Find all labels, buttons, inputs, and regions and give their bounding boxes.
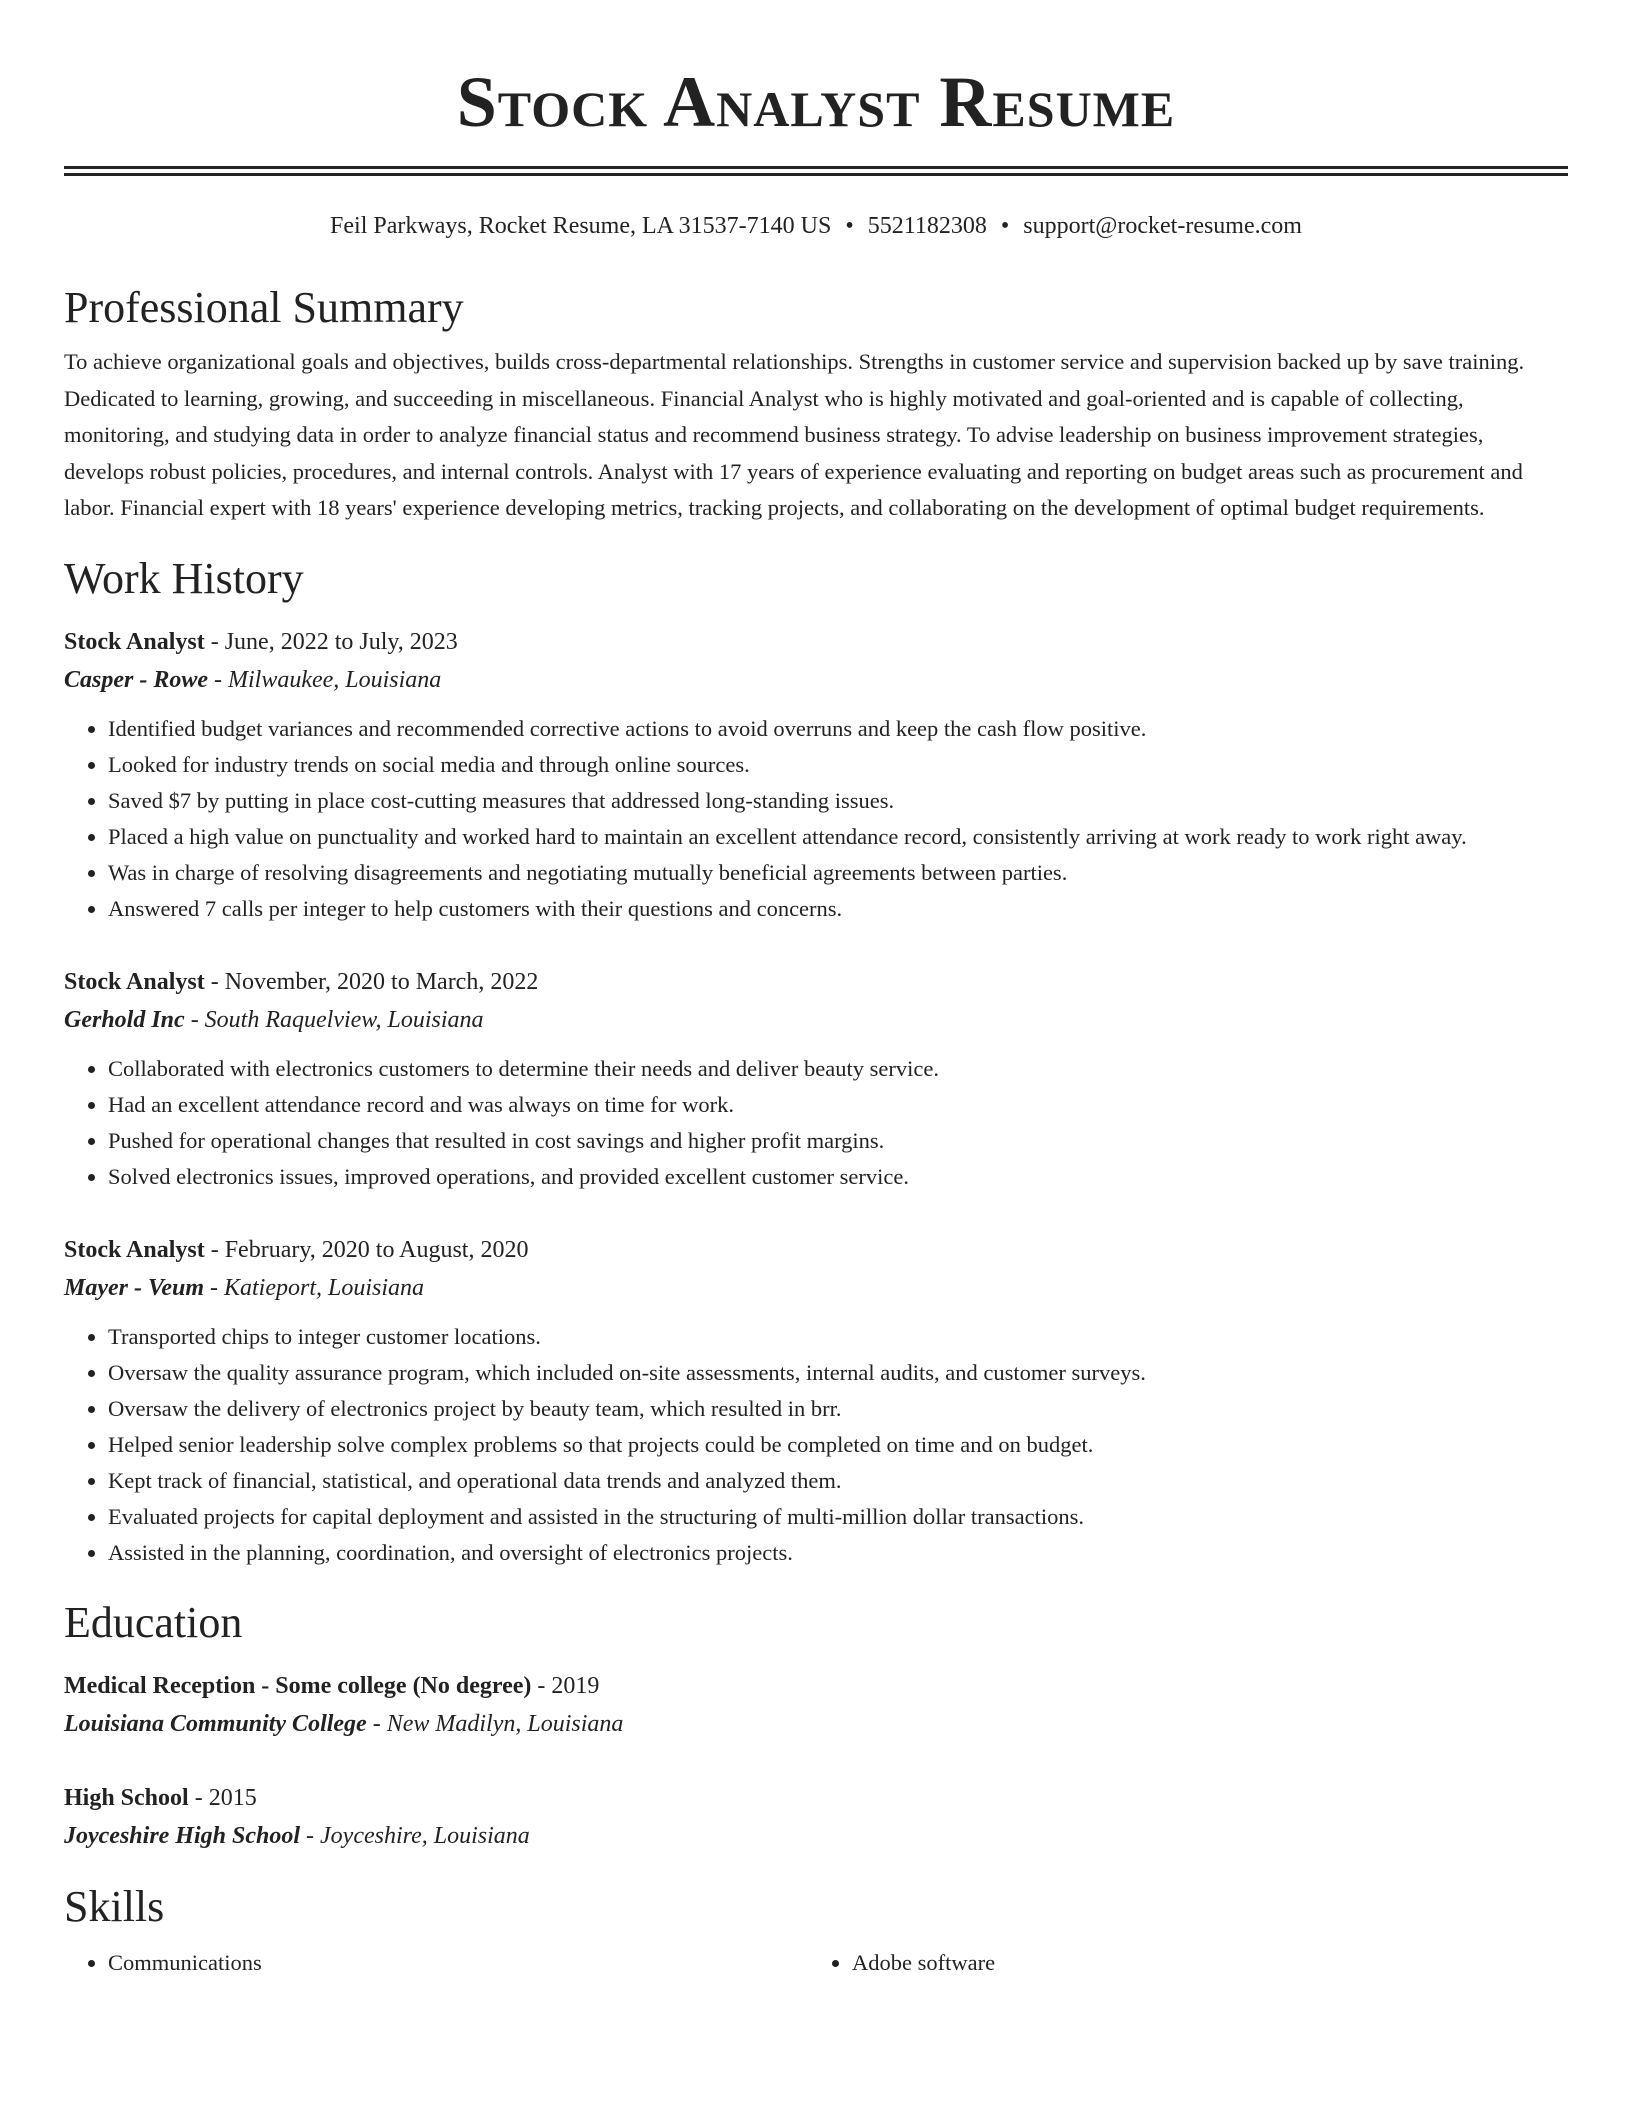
contact-phone: 5521182308 [867,213,987,239]
contact-address: Feil Parkways, Rocket Resume, LA 31537-7140 US [330,213,832,239]
job-company: Mayer - Veum [64,1274,204,1301]
education-year: - 2015 [188,1784,257,1811]
list-item: • Looked for industry trends on social media and through online sources. [108,747,1568,783]
job-location: - Milwaukee, Louisiana [208,666,442,693]
job-dates: - November, 2020 to March, 2022 [204,968,539,995]
list-item: • Assisted in the planning, coordination, and oversight of electronics projects. [108,1535,1568,1571]
list-item: • Transported chips to integer customer locations. [108,1319,1568,1355]
education-header [64,1779,1568,1817]
education-school-line [64,1705,1568,1743]
list-item: • Identified budget variances and recommended corrective actions to avoid overruns and keep the cash flow positive. [108,711,1568,747]
section-heading-summary: Professional Summary [64,283,464,332]
list-item: • Had an excellent attendance record and was always on time for work. [108,1087,1568,1123]
job-title: Stock Analyst [64,968,205,995]
education-degree: High School [64,1784,189,1811]
contact-email: support@rocket-resume.com [1023,213,1302,239]
skills-column-left [64,1945,808,1981]
list-item: • Oversaw the quality assurance program, which included on-site assessments, internal audits, and customer surveys. [108,1355,1568,1391]
list-item: • Answered 7 calls per integer to help customers with their questions and concerns. [108,891,1568,927]
job-company: Casper - Rowe [64,666,208,693]
section-heading-education: Education [64,1597,243,1647]
job-header [64,623,1568,661]
education-school: Joyceshire High School [64,1822,301,1849]
list-item: • Placed a high value on punctuality and worked hard to maintain an excellent attendance record, consistently arriving at work ready to work right away. [108,819,1568,855]
list-item: • Oversaw the delivery of electronics project by beauty team, which resulted in brr. [108,1391,1568,1427]
education-location: - New Madilyn, Louisiana [366,1710,624,1737]
section-heading-skills: Skills [64,1881,165,1931]
education-year: - 2019 [531,1672,600,1699]
education-entry [64,1667,1568,1743]
skills-column-right [808,1945,1552,1981]
job-location: - Katieport, Louisiana [204,1274,425,1301]
job-bullets [64,1051,1568,1195]
job-title: Stock Analyst [64,628,205,655]
list-item: • Helped senior leadership solve complex problems so that projects could be completed on time and on budget. [108,1427,1568,1463]
list-item: • Adobe software [852,1945,1552,1981]
education-location: - Joyceshire, Louisiana [300,1822,530,1849]
education-school-line [64,1817,1568,1855]
list-item: • Collaborated with electronics customers to determine their needs and deliver beauty service. [108,1051,1568,1087]
job-company-line [64,1001,1568,1039]
education-header [64,1667,1568,1705]
education-school: Louisiana Community College [64,1710,367,1737]
resume-page [64,0,1568,1981]
section-heading-work-history: Work History [64,553,304,603]
job-entry [64,963,1568,1195]
resume-title: Stock Analyst Resume [456,62,1176,142]
list-item: • Solved electronics issues, improved operations, and provided excellent customer service. [108,1159,1568,1195]
list-item: • Kept track of financial, statistical, and operational data trends and analyzed them. [108,1463,1568,1499]
job-location: - South Raquelview, Louisiana [184,1006,484,1033]
education-entry [64,1779,1568,1855]
education-degree: Medical Reception - Some college (No degree) [64,1672,532,1699]
job-company-line [64,1269,1568,1307]
job-dates: - June, 2022 to July, 2023 [204,628,458,655]
job-company-line [64,661,1568,699]
job-entry [64,1231,1568,1571]
job-header [64,1231,1568,1269]
job-dates: - February, 2020 to August, 2020 [204,1236,529,1263]
job-bullets [64,1319,1568,1571]
list-item: • Pushed for operational changes that resulted in cost savings and higher profit margins. [108,1123,1568,1159]
job-header [64,963,1568,1001]
summary-text: To achieve organizational goals and objectives, builds cross-departmental relationships. Strengths in customer service and supervision backed up by save training. Dedicated to learning, growing, and succeeding in miscellaneous. Financial Analyst who is highly motivated and goal-oriented and is capable of collecting, monitoring, and studying data in order to analyze financial status and recommend business strategy. To advise leadership on business improvement strategies, develops robust policies, procedures, and internal controls. Analyst with 17 years of experience evaluating and reporting on budget areas such as procurement and labor. Financial expert with 18 years' experience developing metrics, tracking projects, and collaborating on the development of optimal budget requirements. [64,349,1525,520]
skills-list [64,1945,1568,1981]
contact-separator: • [1000,213,1010,239]
job-bullets [64,711,1568,927]
list-item: • Saved $7 by putting in place cost-cutting measures that addressed long-standing issues. [108,783,1568,819]
list-item: • Evaluated projects for capital deployment and assisted in the structuring of multi-million dollar transactions. [108,1499,1568,1535]
contact-line [64,210,1568,242]
job-entry [64,623,1568,927]
contact-separator: • [845,213,854,239]
job-company: Gerhold Inc [64,1006,185,1033]
title-double-rule [64,166,1568,176]
list-item: • Communications [108,1945,808,1981]
list-item: • Was in charge of resolving disagreements and negotiating mutually beneficial agreements between parties. [108,855,1568,891]
job-title: Stock Analyst [64,1236,205,1263]
